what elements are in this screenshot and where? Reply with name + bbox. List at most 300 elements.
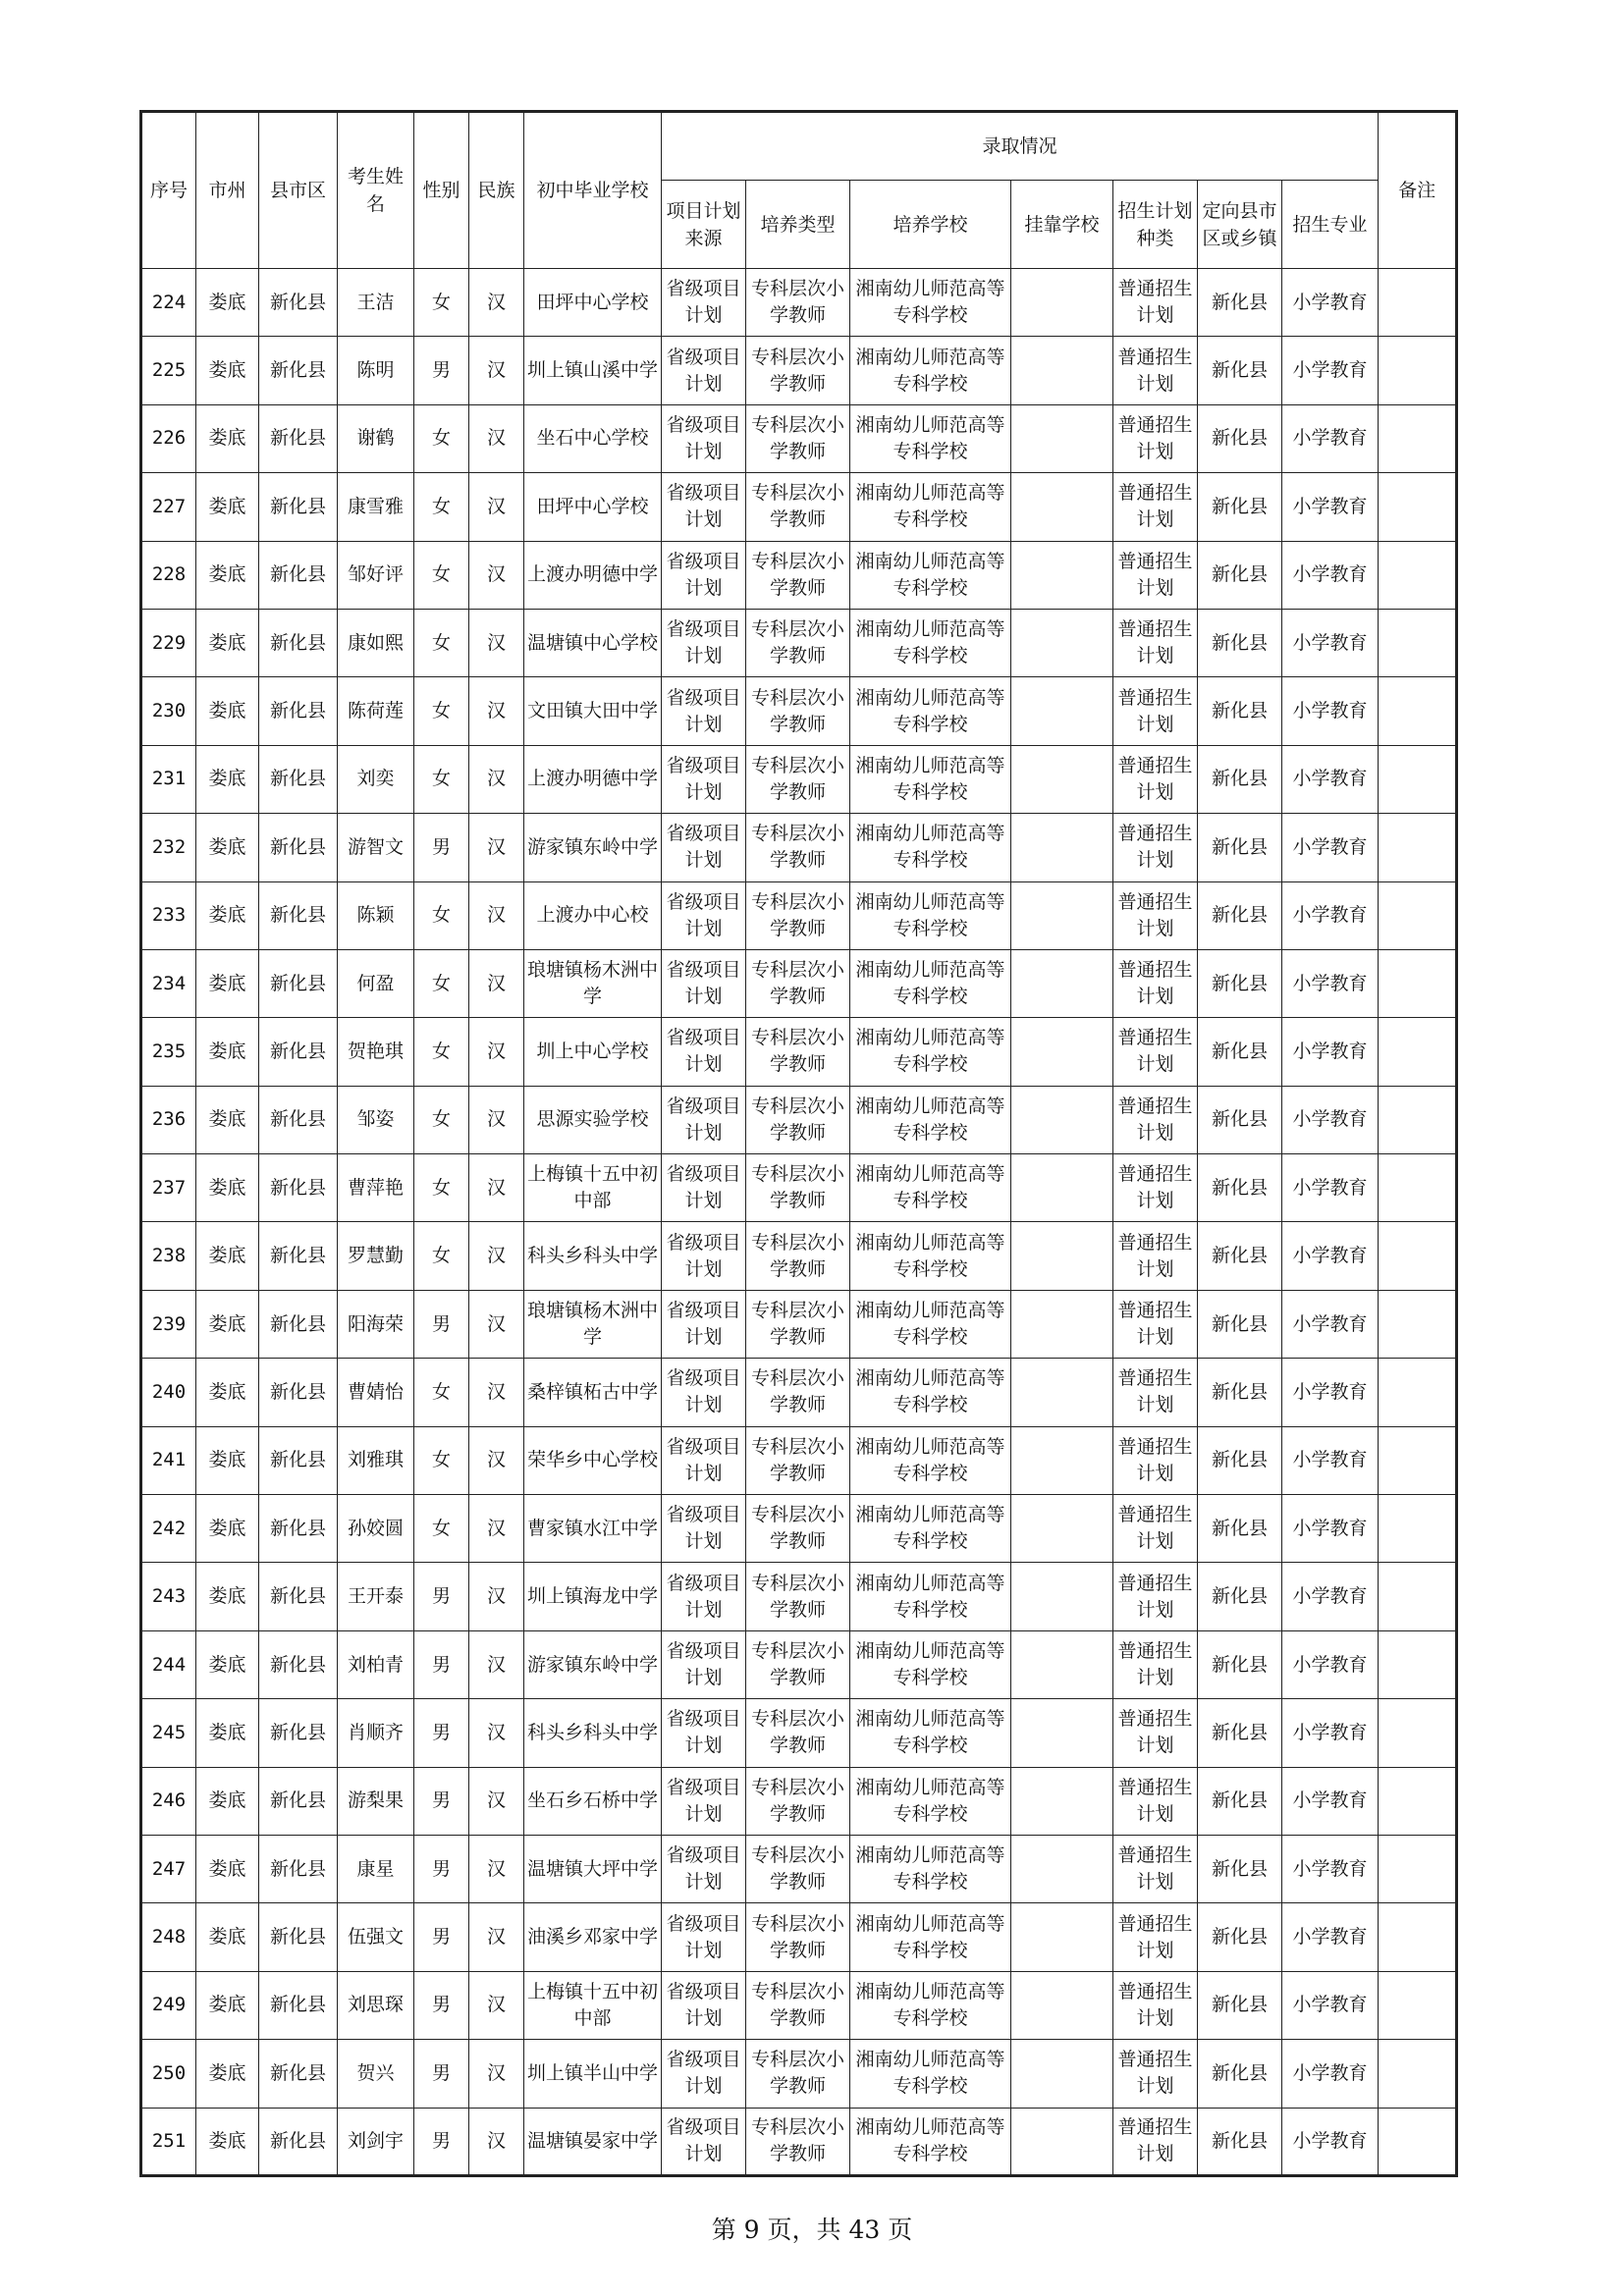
cell-remark [1379, 541, 1457, 609]
cell-training-school: 湘南幼儿师范高等专科学校 [850, 1154, 1011, 1222]
cell-plan-type: 普通招生计划 [1113, 404, 1198, 472]
cell-county: 新化县 [259, 1835, 338, 1902]
cell-training-school: 湘南幼儿师范高等专科学校 [850, 1290, 1011, 1358]
cell-seq: 245 [141, 1699, 196, 1767]
table-row [141, 1630, 1457, 1698]
cell-affiliated-school [1011, 1018, 1113, 1086]
table-row [141, 1290, 1457, 1358]
cell-major: 小学教育 [1282, 881, 1379, 949]
cell-middle-school: 桑梓镇柘古中学 [524, 1359, 662, 1426]
cell-gender: 女 [414, 609, 469, 676]
cell-affiliated-school [1011, 949, 1113, 1017]
cell-city: 娄底 [196, 541, 259, 609]
cell-ethnicity: 汉 [469, 745, 524, 813]
cell-target-area: 新化县 [1198, 1154, 1282, 1222]
cell-plan-source: 省级项目计划 [662, 881, 746, 949]
cell-plan-source: 省级项目计划 [662, 1971, 746, 2039]
cell-gender: 女 [414, 949, 469, 1017]
cell-remark [1379, 404, 1457, 472]
cell-training-school: 湘南幼儿师范高等专科学校 [850, 1563, 1011, 1630]
cell-plan-source: 省级项目计划 [662, 541, 746, 609]
cell-seq: 234 [141, 949, 196, 1017]
cell-city: 娄底 [196, 1630, 259, 1698]
cell-plan-type: 普通招生计划 [1113, 1563, 1198, 1630]
cell-plan-type: 普通招生计划 [1113, 1835, 1198, 1902]
cell-name: 邹好评 [338, 541, 414, 609]
cell-county: 新化县 [259, 1290, 338, 1358]
cell-major: 小学教育 [1282, 814, 1379, 881]
cell-plan-type: 普通招生计划 [1113, 2108, 1198, 2175]
cell-affiliated-school [1011, 1086, 1113, 1153]
cell-middle-school: 荣华乡中心学校 [524, 1426, 662, 1494]
cell-middle-school: 游家镇东岭中学 [524, 814, 662, 881]
cell-city: 娄底 [196, 881, 259, 949]
cell-plan-type: 普通招生计划 [1113, 1086, 1198, 1153]
header-major: 招生专业 [1282, 181, 1379, 269]
table-row [141, 677, 1457, 745]
cell-target-area: 新化县 [1198, 269, 1282, 337]
cell-training-school: 湘南幼儿师范高等专科学校 [850, 949, 1011, 1017]
cell-affiliated-school [1011, 881, 1113, 949]
cell-affiliated-school [1011, 1222, 1113, 1290]
cell-county: 新化县 [259, 677, 338, 745]
cell-city: 娄底 [196, 1699, 259, 1767]
table-header [141, 112, 1457, 269]
cell-plan-type: 普通招生计划 [1113, 1699, 1198, 1767]
cell-training-school: 湘南幼儿师范高等专科学校 [850, 1359, 1011, 1426]
cell-major: 小学教育 [1282, 1563, 1379, 1630]
cell-seq: 247 [141, 1835, 196, 1902]
cell-major: 小学教育 [1282, 1767, 1379, 1835]
cell-city: 娄底 [196, 269, 259, 337]
cell-county: 新化县 [259, 1154, 338, 1222]
table-row [141, 404, 1457, 472]
header-training-school: 培养学校 [850, 181, 1011, 269]
cell-major: 小学教育 [1282, 1630, 1379, 1698]
cell-middle-school: 琅塘镇杨木洲中学 [524, 1290, 662, 1358]
cell-remark [1379, 1426, 1457, 1494]
cell-seq: 229 [141, 609, 196, 676]
cell-training-type: 专科层次小学教师 [746, 609, 850, 676]
cell-name: 孙姣圆 [338, 1495, 414, 1563]
cell-target-area: 新化县 [1198, 1835, 1282, 1902]
cell-city: 娄底 [196, 1154, 259, 1222]
cell-middle-school: 上渡办明德中学 [524, 541, 662, 609]
cell-ethnicity: 汉 [469, 949, 524, 1017]
cell-target-area: 新化县 [1198, 404, 1282, 472]
cell-ethnicity: 汉 [469, 1359, 524, 1426]
cell-name: 刘雅琪 [338, 1426, 414, 1494]
cell-training-type: 专科层次小学教师 [746, 269, 850, 337]
cell-county: 新化县 [259, 1086, 338, 1153]
cell-training-type: 专科层次小学教师 [746, 1835, 850, 1902]
cell-affiliated-school [1011, 404, 1113, 472]
cell-plan-source: 省级项目计划 [662, 814, 746, 881]
cell-plan-type: 普通招生计划 [1113, 1971, 1198, 2039]
cell-remark [1379, 1767, 1457, 1835]
cell-gender: 女 [414, 473, 469, 541]
cell-middle-school: 上渡办中心校 [524, 881, 662, 949]
cell-plan-source: 省级项目计划 [662, 1426, 746, 1494]
cell-affiliated-school [1011, 609, 1113, 676]
cell-plan-type: 普通招生计划 [1113, 1290, 1198, 1358]
cell-training-type: 专科层次小学教师 [746, 949, 850, 1017]
cell-target-area: 新化县 [1198, 541, 1282, 609]
table-row [141, 2040, 1457, 2108]
cell-county: 新化县 [259, 1359, 338, 1426]
cell-major: 小学教育 [1282, 1290, 1379, 1358]
cell-ethnicity: 汉 [469, 1630, 524, 1698]
cell-plan-source: 省级项目计划 [662, 1290, 746, 1358]
cell-plan-type: 普通招生计划 [1113, 541, 1198, 609]
cell-seq: 228 [141, 541, 196, 609]
cell-name: 阳海荣 [338, 1290, 414, 1358]
cell-county: 新化县 [259, 881, 338, 949]
cell-ethnicity: 汉 [469, 609, 524, 676]
table-row [141, 1903, 1457, 1971]
cell-city: 娄底 [196, 1086, 259, 1153]
cell-city: 娄底 [196, 1018, 259, 1086]
cell-remark [1379, 609, 1457, 676]
cell-gender: 男 [414, 814, 469, 881]
cell-target-area: 新化县 [1198, 1971, 1282, 2039]
table-row [141, 541, 1457, 609]
cell-plan-source: 省级项目计划 [662, 2108, 746, 2175]
cell-middle-school: 上梅镇十五中初中部 [524, 1154, 662, 1222]
cell-ethnicity: 汉 [469, 881, 524, 949]
cell-affiliated-school [1011, 473, 1113, 541]
cell-remark [1379, 1495, 1457, 1563]
cell-training-school: 湘南幼儿师范高等专科学校 [850, 541, 1011, 609]
cell-training-type: 专科层次小学教师 [746, 1903, 850, 1971]
cell-affiliated-school [1011, 541, 1113, 609]
cell-major: 小学教育 [1282, 1086, 1379, 1153]
cell-remark [1379, 1359, 1457, 1426]
cell-major: 小学教育 [1282, 269, 1379, 337]
cell-training-school: 湘南幼儿师范高等专科学校 [850, 473, 1011, 541]
cell-training-type: 专科层次小学教师 [746, 1086, 850, 1153]
cell-county: 新化县 [259, 949, 338, 1017]
header-name: 考生姓名 [338, 112, 414, 269]
cell-city: 娄底 [196, 1563, 259, 1630]
cell-middle-school: 上渡办明德中学 [524, 745, 662, 813]
cell-target-area: 新化县 [1198, 2040, 1282, 2108]
cell-city: 娄底 [196, 1426, 259, 1494]
cell-major: 小学教育 [1282, 1359, 1379, 1426]
cell-gender: 男 [414, 1903, 469, 1971]
cell-training-type: 专科层次小学教师 [746, 2108, 850, 2175]
table-row [141, 1018, 1457, 1086]
cell-middle-school: 坐石中心学校 [524, 404, 662, 472]
cell-gender: 女 [414, 1086, 469, 1153]
cell-affiliated-school [1011, 814, 1113, 881]
cell-affiliated-school [1011, 1835, 1113, 1902]
cell-remark [1379, 1086, 1457, 1153]
cell-major: 小学教育 [1282, 1222, 1379, 1290]
cell-training-type: 专科层次小学教师 [746, 1630, 850, 1698]
header-affiliated-school: 挂靠学校 [1011, 181, 1113, 269]
cell-name: 陈荷莲 [338, 677, 414, 745]
cell-middle-school: 坐石乡石桥中学 [524, 1767, 662, 1835]
cell-affiliated-school [1011, 1426, 1113, 1494]
table-row [141, 2108, 1457, 2175]
cell-middle-school: 圳上镇半山中学 [524, 2040, 662, 2108]
cell-name: 曹萍艳 [338, 1154, 414, 1222]
cell-middle-school: 曹家镇水江中学 [524, 1495, 662, 1563]
table-row [141, 814, 1457, 881]
cell-training-type: 专科层次小学教师 [746, 814, 850, 881]
cell-training-type: 专科层次小学教师 [746, 404, 850, 472]
cell-gender: 女 [414, 1426, 469, 1494]
cell-plan-source: 省级项目计划 [662, 1630, 746, 1698]
cell-training-school: 湘南幼儿师范高等专科学校 [850, 677, 1011, 745]
header-ethnicity: 民族 [469, 112, 524, 269]
cell-training-school: 湘南幼儿师范高等专科学校 [850, 1495, 1011, 1563]
cell-training-school: 湘南幼儿师范高等专科学校 [850, 2108, 1011, 2175]
cell-affiliated-school [1011, 677, 1113, 745]
cell-name: 刘思琛 [338, 1971, 414, 2039]
cell-middle-school: 温塘镇中心学校 [524, 609, 662, 676]
cell-target-area: 新化县 [1198, 1495, 1282, 1563]
cell-remark [1379, 337, 1457, 404]
cell-target-area: 新化县 [1198, 1563, 1282, 1630]
cell-affiliated-school [1011, 1563, 1113, 1630]
cell-training-school: 湘南幼儿师范高等专科学校 [850, 404, 1011, 472]
table-row [141, 609, 1457, 676]
cell-plan-type: 普通招生计划 [1113, 269, 1198, 337]
cell-major: 小学教育 [1282, 745, 1379, 813]
cell-major: 小学教育 [1282, 2040, 1379, 2108]
cell-name: 康星 [338, 1835, 414, 1902]
cell-county: 新化县 [259, 1563, 338, 1630]
cell-remark [1379, 745, 1457, 813]
cell-training-school: 湘南幼儿师范高等专科学校 [850, 1086, 1011, 1153]
cell-county: 新化县 [259, 473, 338, 541]
table-row [141, 1086, 1457, 1153]
cell-name: 谢鹤 [338, 404, 414, 472]
cell-city: 娄底 [196, 1495, 259, 1563]
header-middle-school: 初中毕业学校 [524, 112, 662, 269]
cell-county: 新化县 [259, 1699, 338, 1767]
cell-remark [1379, 1018, 1457, 1086]
cell-middle-school: 游家镇东岭中学 [524, 1630, 662, 1698]
cell-gender: 男 [414, 1835, 469, 1902]
cell-target-area: 新化县 [1198, 1018, 1282, 1086]
cell-training-type: 专科层次小学教师 [746, 1154, 850, 1222]
cell-city: 娄底 [196, 677, 259, 745]
cell-middle-school: 科头乡科头中学 [524, 1222, 662, 1290]
table-row [141, 1359, 1457, 1426]
cell-county: 新化县 [259, 814, 338, 881]
cell-city: 娄底 [196, 2040, 259, 2108]
cell-training-type: 专科层次小学教师 [746, 1018, 850, 1086]
cell-gender: 男 [414, 2040, 469, 2108]
cell-city: 娄底 [196, 1903, 259, 1971]
cell-plan-type: 普通招生计划 [1113, 814, 1198, 881]
cell-gender: 女 [414, 1359, 469, 1426]
cell-major: 小学教育 [1282, 1495, 1379, 1563]
cell-gender: 男 [414, 1767, 469, 1835]
cell-seq: 242 [141, 1495, 196, 1563]
cell-middle-school: 琅塘镇杨木洲中学 [524, 949, 662, 1017]
cell-middle-school: 文田镇大田中学 [524, 677, 662, 745]
cell-training-school: 湘南幼儿师范高等专科学校 [850, 609, 1011, 676]
table-row [141, 1563, 1457, 1630]
cell-seq: 246 [141, 1767, 196, 1835]
table-row [141, 1767, 1457, 1835]
cell-middle-school: 温塘镇晏家中学 [524, 2108, 662, 2175]
cell-plan-type: 普通招生计划 [1113, 1426, 1198, 1494]
cell-middle-school: 思源实验学校 [524, 1086, 662, 1153]
cell-plan-source: 省级项目计划 [662, 1563, 746, 1630]
cell-ethnicity: 汉 [469, 269, 524, 337]
cell-name: 陈明 [338, 337, 414, 404]
cell-training-school: 湘南幼儿师范高等专科学校 [850, 881, 1011, 949]
cell-ethnicity: 汉 [469, 1426, 524, 1494]
cell-seq: 251 [141, 2108, 196, 2175]
cell-remark [1379, 881, 1457, 949]
cell-remark [1379, 1971, 1457, 2039]
cell-county: 新化县 [259, 1630, 338, 1698]
cell-gender: 女 [414, 541, 469, 609]
cell-target-area: 新化县 [1198, 1426, 1282, 1494]
cell-name: 肖顺齐 [338, 1699, 414, 1767]
cell-seq: 227 [141, 473, 196, 541]
cell-ethnicity: 汉 [469, 1086, 524, 1153]
cell-training-school: 湘南幼儿师范高等专科学校 [850, 1835, 1011, 1902]
cell-training-type: 专科层次小学教师 [746, 337, 850, 404]
cell-county: 新化县 [259, 1971, 338, 2039]
cell-training-school: 湘南幼儿师范高等专科学校 [850, 1971, 1011, 2039]
cell-target-area: 新化县 [1198, 745, 1282, 813]
header-target-area: 定向县市区或乡镇 [1198, 181, 1282, 269]
cell-plan-type: 普通招生计划 [1113, 473, 1198, 541]
cell-middle-school: 油溪乡邓家中学 [524, 1903, 662, 1971]
cell-ethnicity: 汉 [469, 404, 524, 472]
cell-seq: 236 [141, 1086, 196, 1153]
cell-gender: 女 [414, 269, 469, 337]
cell-city: 娄底 [196, 814, 259, 881]
cell-remark [1379, 949, 1457, 1017]
cell-affiliated-school [1011, 1359, 1113, 1426]
cell-affiliated-school [1011, 1903, 1113, 1971]
cell-major: 小学教育 [1282, 949, 1379, 1017]
cell-training-school: 湘南幼儿师范高等专科学校 [850, 1903, 1011, 1971]
cell-plan-source: 省级项目计划 [662, 1767, 746, 1835]
cell-target-area: 新化县 [1198, 1630, 1282, 1698]
cell-name: 刘柏青 [338, 1630, 414, 1698]
cell-plan-type: 普通招生计划 [1113, 1495, 1198, 1563]
header-gender: 性别 [414, 112, 469, 269]
cell-training-school: 湘南幼儿师范高等专科学校 [850, 1426, 1011, 1494]
cell-target-area: 新化县 [1198, 949, 1282, 1017]
cell-name: 伍强文 [338, 1903, 414, 1971]
cell-gender: 男 [414, 1563, 469, 1630]
cell-middle-school: 温塘镇大坪中学 [524, 1835, 662, 1902]
cell-plan-type: 普通招生计划 [1113, 337, 1198, 404]
cell-remark [1379, 677, 1457, 745]
cell-seq: 225 [141, 337, 196, 404]
table-row [141, 337, 1457, 404]
table-row [141, 1154, 1457, 1222]
cell-plan-source: 省级项目计划 [662, 1086, 746, 1153]
cell-county: 新化县 [259, 1222, 338, 1290]
cell-target-area: 新化县 [1198, 337, 1282, 404]
cell-training-type: 专科层次小学教师 [746, 881, 850, 949]
cell-county: 新化县 [259, 745, 338, 813]
cell-affiliated-school [1011, 1767, 1113, 1835]
cell-plan-type: 普通招生计划 [1113, 2040, 1198, 2108]
cell-seq: 226 [141, 404, 196, 472]
cell-ethnicity: 汉 [469, 1495, 524, 1563]
table-row [141, 1495, 1457, 1563]
cell-gender: 女 [414, 1222, 469, 1290]
cell-ethnicity: 汉 [469, 1290, 524, 1358]
cell-target-area: 新化县 [1198, 677, 1282, 745]
cell-remark [1379, 473, 1457, 541]
cell-target-area: 新化县 [1198, 1222, 1282, 1290]
cell-name: 贺兴 [338, 2040, 414, 2108]
cell-county: 新化县 [259, 2108, 338, 2175]
cell-county: 新化县 [259, 337, 338, 404]
cell-plan-source: 省级项目计划 [662, 745, 746, 813]
cell-seq: 237 [141, 1154, 196, 1222]
cell-county: 新化县 [259, 1767, 338, 1835]
cell-gender: 男 [414, 1630, 469, 1698]
cell-affiliated-school [1011, 337, 1113, 404]
cell-major: 小学教育 [1282, 1154, 1379, 1222]
cell-remark [1379, 1154, 1457, 1222]
cell-middle-school: 上梅镇十五中初中部 [524, 1971, 662, 2039]
cell-training-type: 专科层次小学教师 [746, 1767, 850, 1835]
cell-city: 娄底 [196, 337, 259, 404]
table-body [141, 269, 1457, 2176]
cell-remark [1379, 1903, 1457, 1971]
cell-city: 娄底 [196, 2108, 259, 2175]
cell-city: 娄底 [196, 745, 259, 813]
cell-city: 娄底 [196, 1835, 259, 1902]
cell-training-school: 湘南幼儿师范高等专科学校 [850, 269, 1011, 337]
cell-county: 新化县 [259, 1495, 338, 1563]
cell-plan-source: 省级项目计划 [662, 949, 746, 1017]
cell-training-type: 专科层次小学教师 [746, 1563, 850, 1630]
cell-gender: 男 [414, 1699, 469, 1767]
cell-training-type: 专科层次小学教师 [746, 473, 850, 541]
table-row [141, 949, 1457, 1017]
cell-ethnicity: 汉 [469, 2108, 524, 2175]
cell-plan-source: 省级项目计划 [662, 2040, 746, 2108]
header-admission-group: 录取情况 [662, 112, 1379, 181]
cell-gender: 女 [414, 881, 469, 949]
table-row [141, 1971, 1457, 2039]
cell-plan-source: 省级项目计划 [662, 473, 746, 541]
cell-remark [1379, 2040, 1457, 2108]
cell-seq: 250 [141, 2040, 196, 2108]
cell-seq: 249 [141, 1971, 196, 2039]
cell-city: 娄底 [196, 1359, 259, 1426]
cell-middle-school: 田坪中心学校 [524, 473, 662, 541]
cell-training-type: 专科层次小学教师 [746, 2040, 850, 2108]
cell-major: 小学教育 [1282, 337, 1379, 404]
cell-middle-school: 圳上镇海龙中学 [524, 1563, 662, 1630]
table-row [141, 1222, 1457, 1290]
cell-seq: 233 [141, 881, 196, 949]
cell-training-type: 专科层次小学教师 [746, 1971, 850, 2039]
cell-plan-type: 普通招生计划 [1113, 1630, 1198, 1698]
cell-name: 贺艳琪 [338, 1018, 414, 1086]
cell-name: 王洁 [338, 269, 414, 337]
cell-gender: 女 [414, 745, 469, 813]
